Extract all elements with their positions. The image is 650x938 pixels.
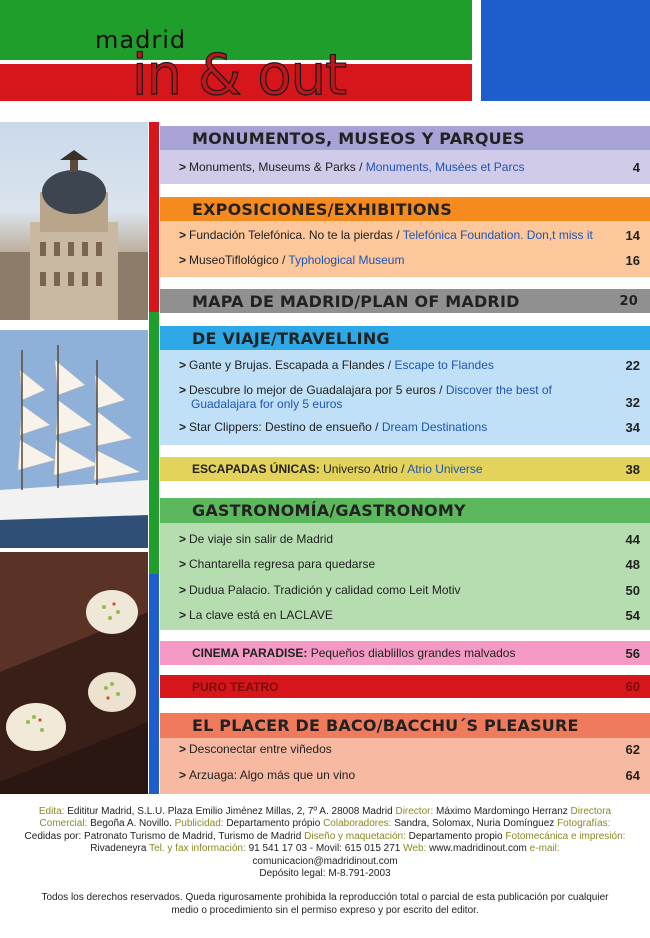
list-item[interactable]: > Monuments, Museums & Parks / Monuments, Musées et Parcs 4 — [179, 160, 640, 175]
logo-madrid: madrid — [95, 26, 187, 54]
list-item[interactable]: > Star Clippers: Destino de ensueño / Dream Destinations 34 — [179, 420, 640, 435]
page-number: 32 — [625, 395, 640, 410]
header-blue-block — [481, 0, 650, 101]
list-item[interactable]: > MuseoTiflológico / Typhological Museum 16 — [179, 253, 640, 268]
page-number: 16 — [625, 253, 640, 268]
web-link[interactable]: www.madridinout.com — [429, 843, 527, 855]
section-escapadas[interactable]: ESCAPADAS ÚNICAS: Universo Atrio / Atrio Universe 38 — [160, 457, 650, 481]
arrow-icon: > — [179, 228, 187, 242]
deposito-legal: Depósito legal: M-8.791-2003 — [259, 868, 391, 880]
section-head-gastronomia — [160, 498, 650, 523]
page-number: 60 — [625, 679, 640, 694]
list-item[interactable]: > La clave está en LACLAVE 54 — [179, 608, 640, 623]
arrow-icon: > — [179, 532, 187, 546]
page-number: 50 — [625, 583, 640, 598]
arrow-icon: > — [179, 608, 187, 622]
section-title-gastronomia: GASTRONOMÍA/GASTRONOMY — [192, 501, 466, 520]
email-link[interactable]: comunicacion@madridinout.com — [252, 855, 398, 867]
section-title-exposiciones: EXPOSICIONES/EXHIBITIONS — [192, 199, 452, 219]
photo-sailing-ship — [0, 330, 148, 548]
arrow-icon: > — [179, 768, 187, 782]
list-item[interactable]: > Dudua Palacio. Tradición y calidad como Leit Motiv 50 — [179, 583, 640, 598]
arrow-icon: > — [179, 742, 187, 756]
section-teatro[interactable] — [160, 675, 650, 698]
section-head-exposiciones — [160, 197, 650, 221]
page-number: 14 — [625, 228, 640, 243]
section-head-viaje — [160, 326, 650, 350]
page-number: 64 — [625, 768, 640, 783]
page-number: 48 — [625, 557, 640, 572]
vbar-green — [149, 312, 159, 574]
photo-metropolis-building — [0, 122, 148, 320]
list-item[interactable]: > Desconectar entre viñedos 62 — [179, 742, 640, 757]
section-title-baco: EL PLACER DE BACO/BACCHU´S PLEASURE — [192, 716, 579, 735]
vbar-blue — [149, 574, 159, 794]
list-item[interactable]: > Gante y Brujas. Escapada a Flandes / Escape to Flandes 22 — [179, 358, 640, 373]
section-title-viaje: DE VIAJE/TRAVELLING — [192, 328, 390, 348]
page-number: 4 — [632, 160, 640, 175]
page-number: 54 — [625, 608, 640, 623]
page-number: 34 — [625, 420, 640, 435]
photo-gourmet-tapas — [0, 552, 148, 794]
section-cinema[interactable]: CINEMA PARADISE: Pequeños diablillos grandes malvados 56 — [160, 641, 650, 665]
arrow-icon: > — [179, 358, 187, 372]
list-item[interactable]: > Arzuaga: Algo más que un vino 64 — [179, 768, 640, 783]
arrow-icon: > — [179, 557, 187, 571]
logo-in-out: in & out — [132, 43, 347, 108]
page-number: 22 — [625, 358, 640, 373]
section-title-escapadas: ESCAPADAS ÚNICAS: — [192, 462, 320, 476]
section-title-cinema: CINEMA PARADISE: — [192, 646, 308, 660]
list-item[interactable]: > Chantarella regresa para quedarse 48 — [179, 557, 640, 572]
section-head-monumentos — [160, 126, 650, 150]
section-title-mapa: MAPA DE MADRID/PLAN OF MADRID — [192, 291, 520, 311]
vbar-red — [149, 122, 159, 312]
arrow-icon: > — [179, 160, 187, 174]
legal-notice: Todos los derechos reservados. Queda rigurosamente prohibida la reproducción total o parcial de esta publicación por cualquier medio o procedimiento sin el permiso expreso y por escrito del editor. — [41, 892, 609, 916]
arrow-icon: > — [179, 383, 187, 397]
page-number: 38 — [625, 461, 640, 477]
page-number: 20 — [619, 293, 638, 309]
page-number: 44 — [625, 532, 640, 547]
page-number: 62 — [625, 742, 640, 757]
section-head-mapa[interactable] — [160, 289, 650, 313]
credits: Edita: Edititur Madrid, S.L.U. Plaza Emilio Jiménez Millas, 2, 7º A. 28008 Madrid Director: Máximo Mardomingo Herranz Directora Comercial: Begoña A. Novillo. Publicidad: Departamento própio Colaboradores: Sandra, Solomax, Nuria Domínguez Fotografías: Cedidas por: Patronato Turismo de Madrid, Turismo de Madrid Diseño y maquetación: Departamento propio Fotomecánica e impresión: Rivadeneyra Tel. y fax información: 91 541 17 03 - Movil: 615 015 271 Web: www.madridinout.com e-mail: comunicacion@madridinout.com Depósito legal: M-8.791-2003 — [24, 806, 626, 880]
list-item[interactable]: > Fundación Telefónica. No te la pierdas / Telefónica Foundation. Don,t miss it 14 — [179, 228, 640, 243]
section-title-monumentos: MONUMENTOS, MUSEOS Y PARQUES — [192, 128, 525, 148]
arrow-icon: > — [179, 253, 187, 267]
arrow-icon: > — [179, 583, 187, 597]
page-number: 56 — [625, 645, 640, 661]
list-item[interactable]: > Descubre lo mejor de Guadalajara por 5 euros / Discover the best of Guadalajara for only 5 euros 32 — [179, 383, 640, 411]
list-item[interactable]: > De viaje sin salir de Madrid 44 — [179, 532, 640, 547]
arrow-icon: > — [179, 420, 187, 434]
section-head-baco — [160, 713, 650, 738]
section-title-teatro: PURO TEATRO — [192, 679, 279, 694]
